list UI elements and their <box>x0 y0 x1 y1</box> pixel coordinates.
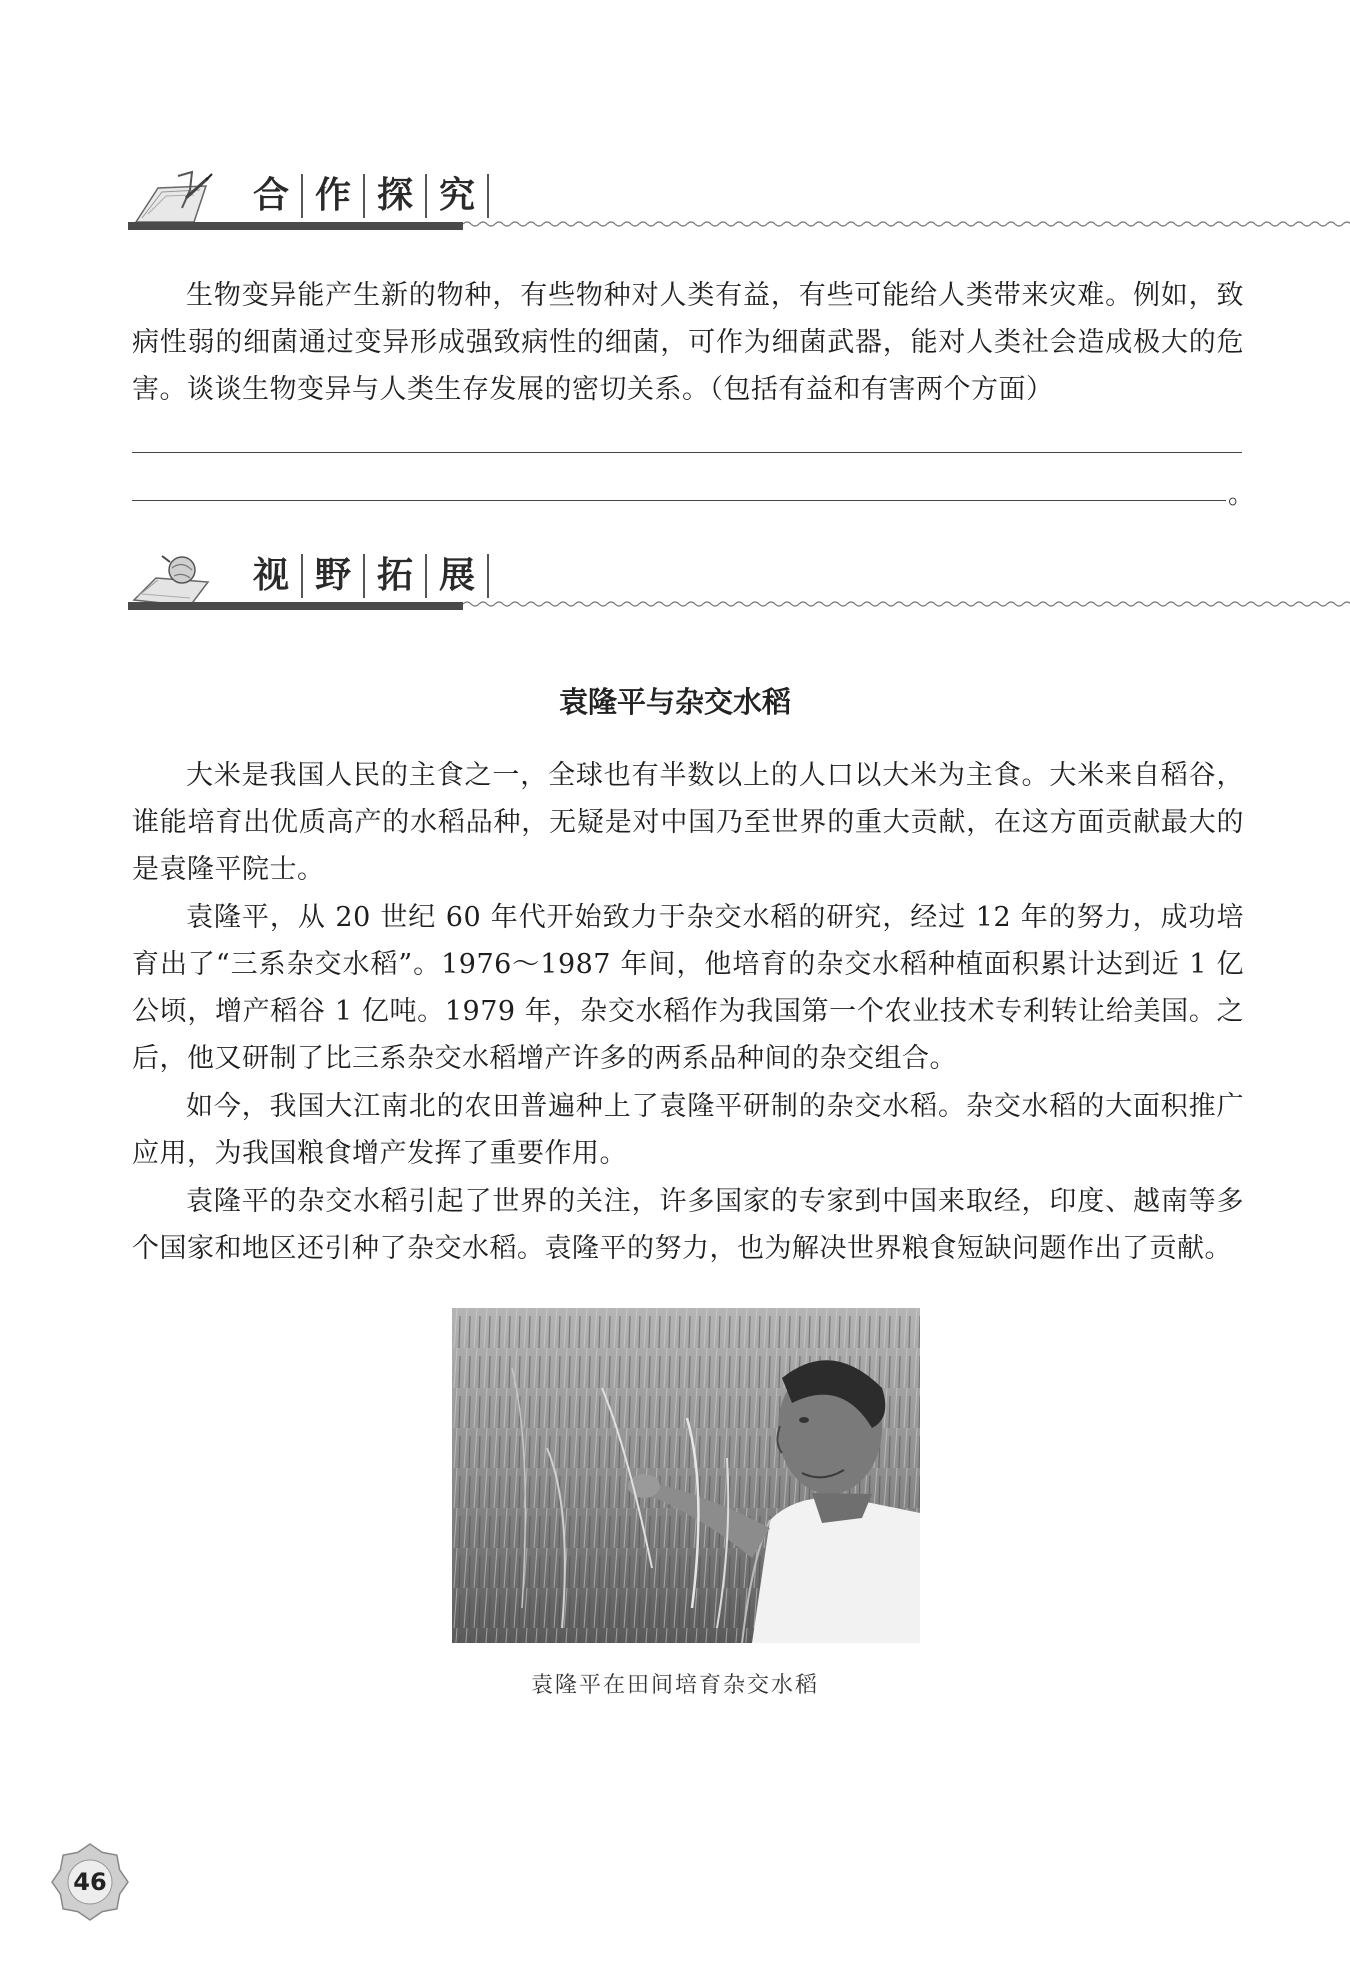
section-header-cooperation <box>128 160 1240 240</box>
question-paragraph: 生物变异能产生新的物种，有些物种对人类有益，有些可能给人类带来灾难。例如，致病性弱的细菌通过变异形成强致病性的细菌，可作为细菌武器，能对人类社会造成极大的危害。谈谈生物变异与人类生存发展的密切关系。（包括有益和有害两个方面） <box>132 280 1244 405</box>
title-char: 野 <box>303 554 365 598</box>
rice-field-photo <box>452 1308 920 1643</box>
title-char: 探 <box>365 174 427 218</box>
title-char: 究 <box>427 174 489 218</box>
answer-line[interactable] <box>132 452 1242 453</box>
title-char: 合 <box>241 174 303 218</box>
title-char: 视 <box>241 554 303 598</box>
answer-end-mark: 。 <box>1228 480 1255 510</box>
page-number: 46 <box>73 1868 107 1896</box>
title-char: 展 <box>427 554 489 598</box>
article-title: 袁隆平与杂交水稻 <box>558 685 791 719</box>
wavy-divider <box>463 218 1350 230</box>
section-header-horizon <box>128 540 1240 620</box>
rice-field-illustration <box>452 1308 920 1643</box>
article-paragraph: 如今，我国大江南北的农田普遍种上了袁隆平研制的杂交水稻。杂交水稻的大面积推广应用，为我国粮食增产发挥了重要作用。 <box>132 1091 1244 1169</box>
title-char: 作 <box>303 174 365 218</box>
article-paragraph: 袁隆平的杂交水稻引起了世界的关注，许多国家的专家到中国来取经，印度、越南等多个国家和地区还引种了杂交水稻。袁隆平的努力，也为解决世界粮食短缺问题作出了贡献。 <box>132 1186 1244 1264</box>
wavy-divider <box>463 598 1350 610</box>
title-char: 拓 <box>365 554 427 598</box>
header-underline-bar <box>128 602 463 610</box>
article-paragraph: 大米是我国人民的主食之一，全球也有半数以上的人口以大米为主食。大米来自稻谷，谁能培育出优质高产的水稻品种，无疑是对中国乃至世界的重大贡献，在这方面贡献最大的是袁隆平院士。 <box>132 760 1244 885</box>
section-title <box>241 552 489 600</box>
header-underline-bar <box>128 222 463 230</box>
photo-caption: 袁隆平在田间培育杂交水稻 <box>530 1673 819 1698</box>
article-paragraph: 袁隆平，从 20 世纪 60 年代开始致力于杂交水稻的研究，经过 12 年的努力，成功培育出了“三系杂交水稻”。1976～1987 年间，他培育的杂交水稻种植面积累计达到近 1 亿公顷，增产稻谷 1 亿吨。1979 年，杂交水稻作为我国第一个农业技术专利转让给美国。之后，他又研制了比三系杂交水稻增产许多的两系品种间的杂交组合。 <box>132 902 1244 1074</box>
answer-line[interactable] <box>132 500 1226 501</box>
section-title <box>241 172 489 220</box>
